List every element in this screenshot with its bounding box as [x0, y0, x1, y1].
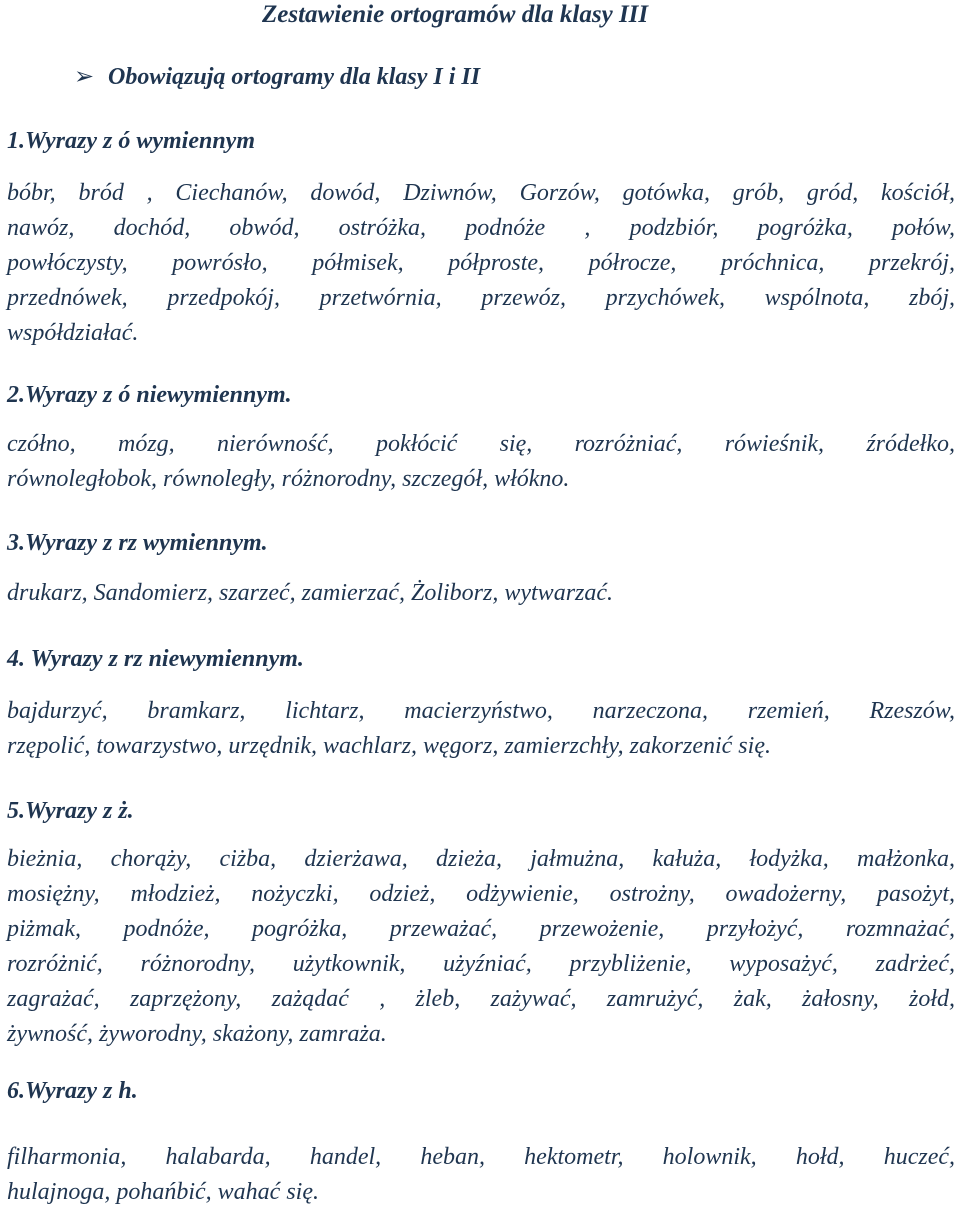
- section-words-3: [7, 576, 955, 611]
- word-line: piżmak, podnóże, pogróżka, przeważać, przewożenie, przyłożyć, rozmnażać,: [7, 916, 955, 942]
- section-heading-5: 5.Wyrazy z ż.: [7, 798, 134, 824]
- word-line: żywność, żyworodny, skażony, zamraża.: [7, 1021, 387, 1047]
- section-heading-3: 3.Wyrazy z rz wymiennym.: [7, 530, 268, 556]
- word-line: współdziałać.: [7, 320, 139, 346]
- word-line: drukarz, Sandomierz, szarzeć, zamierzać, Żoliborz, wytwarzać.: [7, 580, 614, 606]
- word-line: filharmonia, halabarda, handel, heban, hektometr, holownik, hołd, huczeć,: [7, 1144, 955, 1170]
- section-heading-2: 2.Wyrazy z ó niewymiennym.: [7, 382, 292, 408]
- section-words-4: [7, 694, 955, 764]
- section-words-1: [7, 176, 955, 351]
- word-line: powłóczysty, powrósło, półmisek, półproste, półrocze, próchnica, przekrój,: [7, 250, 955, 276]
- word-line: bieżnia, chorąży, ciżba, dzierżawa, dzieża, jałmużna, kałuża, łodyżka, małżonka,: [7, 846, 955, 872]
- word-line: przednówek, przedpokój, przetwórnia, przewóz, przychówek, wspólnota, zbój,: [7, 285, 955, 311]
- section-heading-6: 6.Wyrazy z h.: [7, 1078, 138, 1104]
- word-line: bóbr, bród , Ciechanów, dowód, Dziwnów, Gorzów, gotówka, grób, gród, kościół,: [7, 180, 955, 206]
- word-line: nawóz, dochód, obwód, ostróżka, podnóże , podzbiór, pogróżka, połów,: [7, 215, 955, 241]
- bullet-text: Obowiązują ortogramy dla klasy I i II: [108, 64, 481, 90]
- word-line: mosiężny, młodzież, nożyczki, odzież, odżywienie, ostrożny, owadożerny, pasożyt,: [7, 881, 955, 907]
- page-title: Zestawienie ortogramów dla klasy III: [262, 1, 649, 28]
- section-heading-4: 4. Wyrazy z rz niewymiennym.: [7, 646, 304, 672]
- word-line: rozróżnić, różnorodny, użytkownik, użyźniać, przybliżenie, wyposażyć, zadrżeć,: [7, 951, 955, 977]
- word-line: równoległobok, równoległy, różnorodny, szczegół, włókno.: [7, 466, 570, 492]
- word-line: hulajnoga, pohańbić, wahać się.: [7, 1179, 319, 1205]
- word-line: rzępolić, towarzystwo, urzędnik, wachlarz, węgorz, zamierzchły, zakorzenić się.: [7, 733, 771, 759]
- arrow-bullet-icon: ➢: [74, 64, 95, 90]
- section-heading-1: 1.Wyrazy z ó wymiennym: [7, 128, 256, 154]
- bullet-note: [74, 62, 480, 92]
- word-line: bajdurzyć, bramkarz, lichtarz, macierzyństwo, narzeczona, rzemień, Rzeszów,: [7, 698, 955, 724]
- section-words-5: [7, 842, 955, 1052]
- word-line: czółno, mózg, nierówność, pokłócić się, rozróżniać, rówieśnik, źródełko,: [7, 431, 955, 457]
- word-line: zagrażać, zaprzężony, zażądać , żleb, zażywać, zamrużyć, żak, żałosny, żołd,: [7, 986, 955, 1012]
- section-words-6: [7, 1140, 955, 1210]
- section-words-2: [7, 427, 955, 497]
